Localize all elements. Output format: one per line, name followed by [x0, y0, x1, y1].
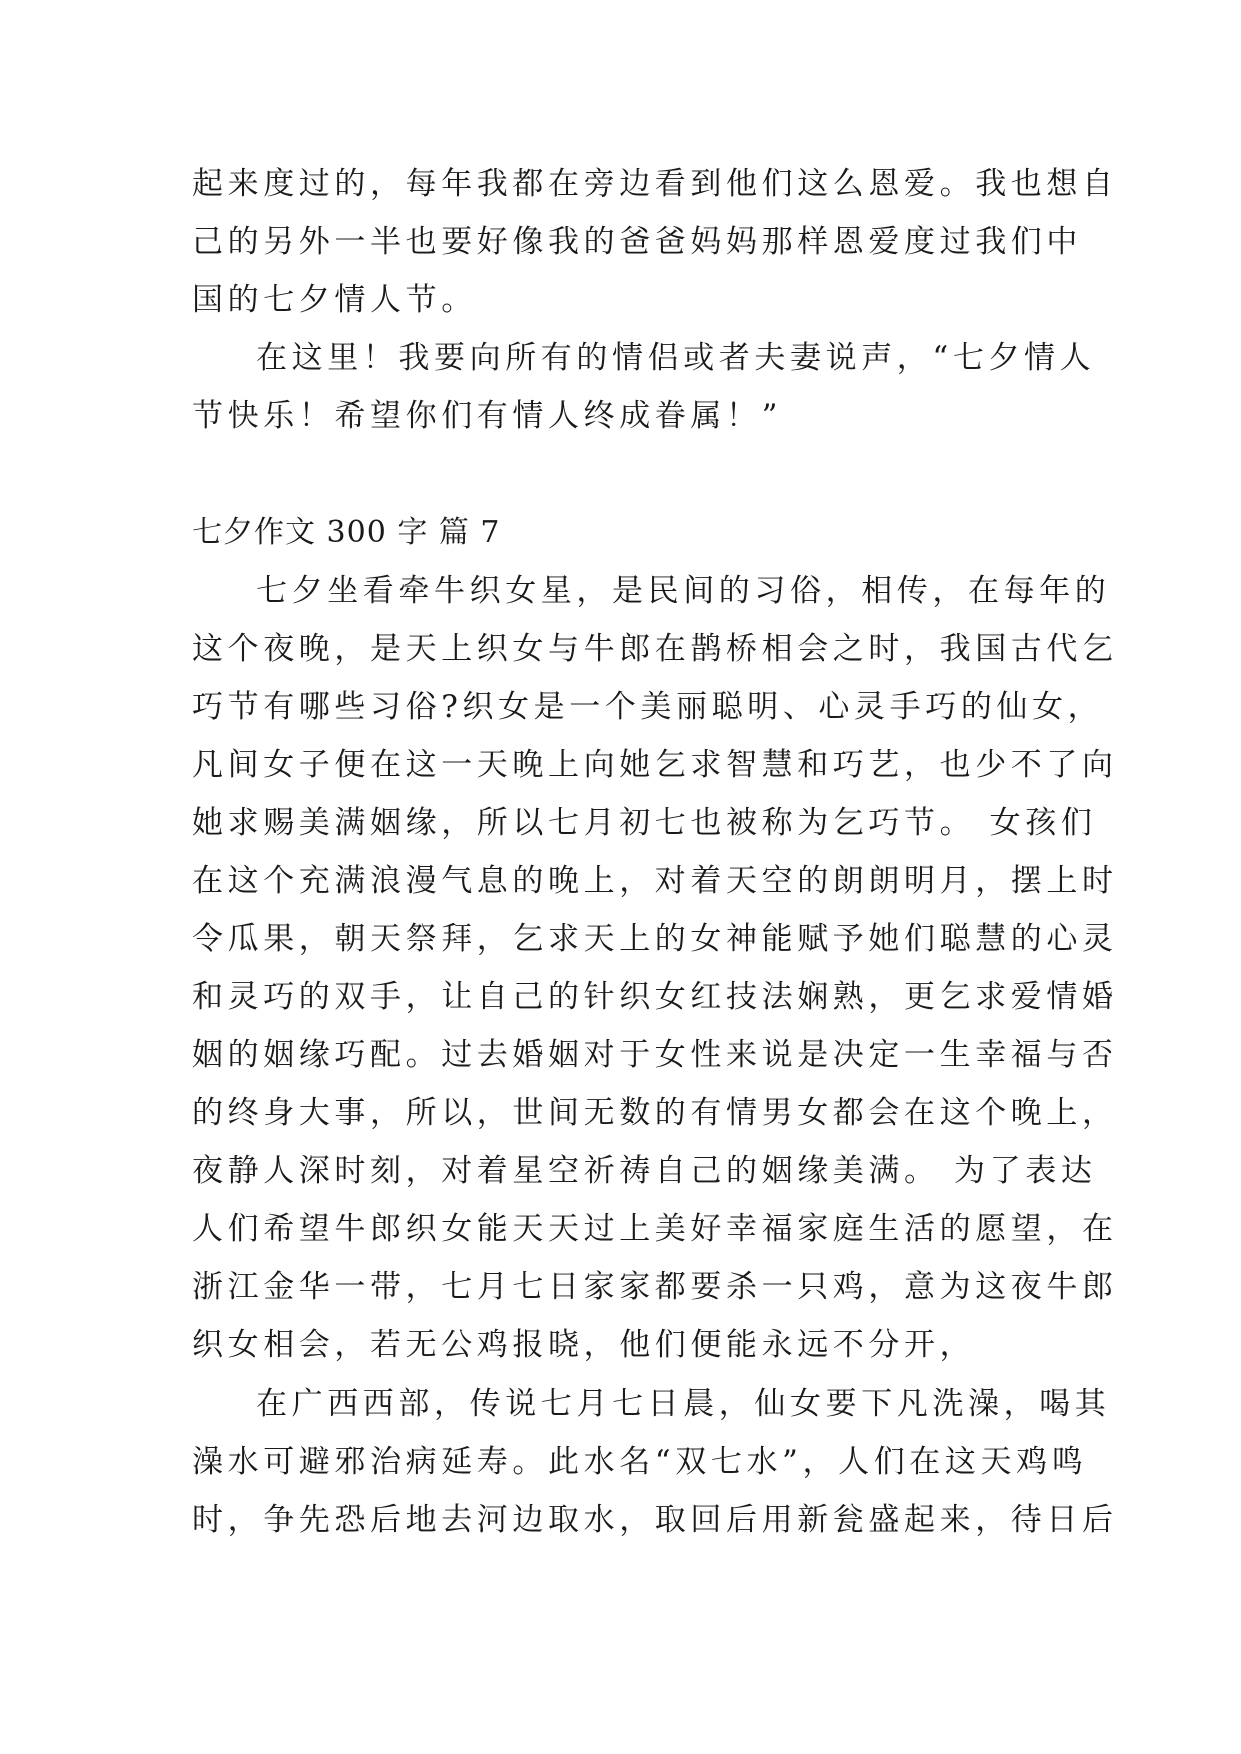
text-line: 巧节有哪些习俗?织女是一个美丽聪明、心灵手巧的仙女， [192, 689, 1104, 725]
text-line: 节快乐！希望你们有情人终成眷属！” [192, 398, 783, 434]
text-line: 澡水可避邪治病延寿。此水名“双七水”，人们在这天鸡鸣 [192, 1444, 1088, 1480]
paragraph-greeting [192, 329, 1096, 445]
text-line: 她求赐美满姻缘，所以七月初七也被称为乞巧节。 女孩们 [192, 805, 1097, 841]
text-line: 这个夜晚，是天上织女与牛郎在鹊桥相会之时，我国古代乞 [192, 631, 1118, 667]
paragraph-guangxi [192, 1375, 1118, 1549]
text-line: 人们希望牛郎织女能天天过上美好幸福家庭生活的愿望，在 [192, 1211, 1118, 1247]
text-line: 令瓜果，朝天祭拜，乞求天上的女神能赋予她们聪慧的心灵 [192, 921, 1118, 957]
text-line: 和灵巧的双手，让自己的针织女红技法娴熟，更乞求爱情婚 [192, 979, 1118, 1015]
text-line: 浙江金华一带，七月七日家家都要杀一只鸡，意为这夜牛郎 [192, 1269, 1118, 1305]
text-line: 织女相会，若无公鸡报晓，他们便能永远不分开， [192, 1327, 976, 1363]
paragraph-continued [192, 155, 1118, 329]
section-heading: 七夕作文 300 字 篇 7 [192, 515, 501, 550]
text-line: 姻的姻缘巧配。过去婚姻对于女性来说是决定一生幸福与否 [192, 1037, 1118, 1073]
text-line: 在广西西部，传说七月七日晨，仙女要下凡洗澡，喝其 [256, 1386, 1111, 1422]
text-line: 起来度过的，每年我都在旁边看到他们这么恩爱。我也想自 [192, 166, 1118, 202]
section-heading-block [192, 504, 1062, 562]
text-line: 在这里！我要向所有的情侣或者夫妻说声，“七夕情人 [256, 340, 1096, 376]
text-line: 己的另外一半也要好像我的爸爸妈妈那样恩爱度过我们中 [192, 224, 1082, 260]
text-line: 时，争先恐后地去河边取水，取回后用新瓮盛起来，待日后 [192, 1502, 1118, 1538]
text-line: 国的七夕情人节。 [192, 282, 477, 318]
text-line: 的终身大事，所以，世间无数的有情男女都会在这个晚上， [192, 1095, 1118, 1131]
text-line: 凡间女子便在这一天晚上向她乞求智慧和巧艺，也少不了向 [192, 747, 1118, 783]
text-line: 在这个充满浪漫气息的晚上，对着天空的朗朗明月，摆上时 [192, 863, 1118, 899]
paragraph-customs [192, 562, 1118, 1374]
text-line: 七夕坐看牵牛织女星，是民间的习俗，相传，在每年的 [256, 573, 1111, 609]
text-line: 夜静人深时刻，对着星空祈祷自己的姻缘美满。 为了表达 [192, 1153, 1097, 1189]
